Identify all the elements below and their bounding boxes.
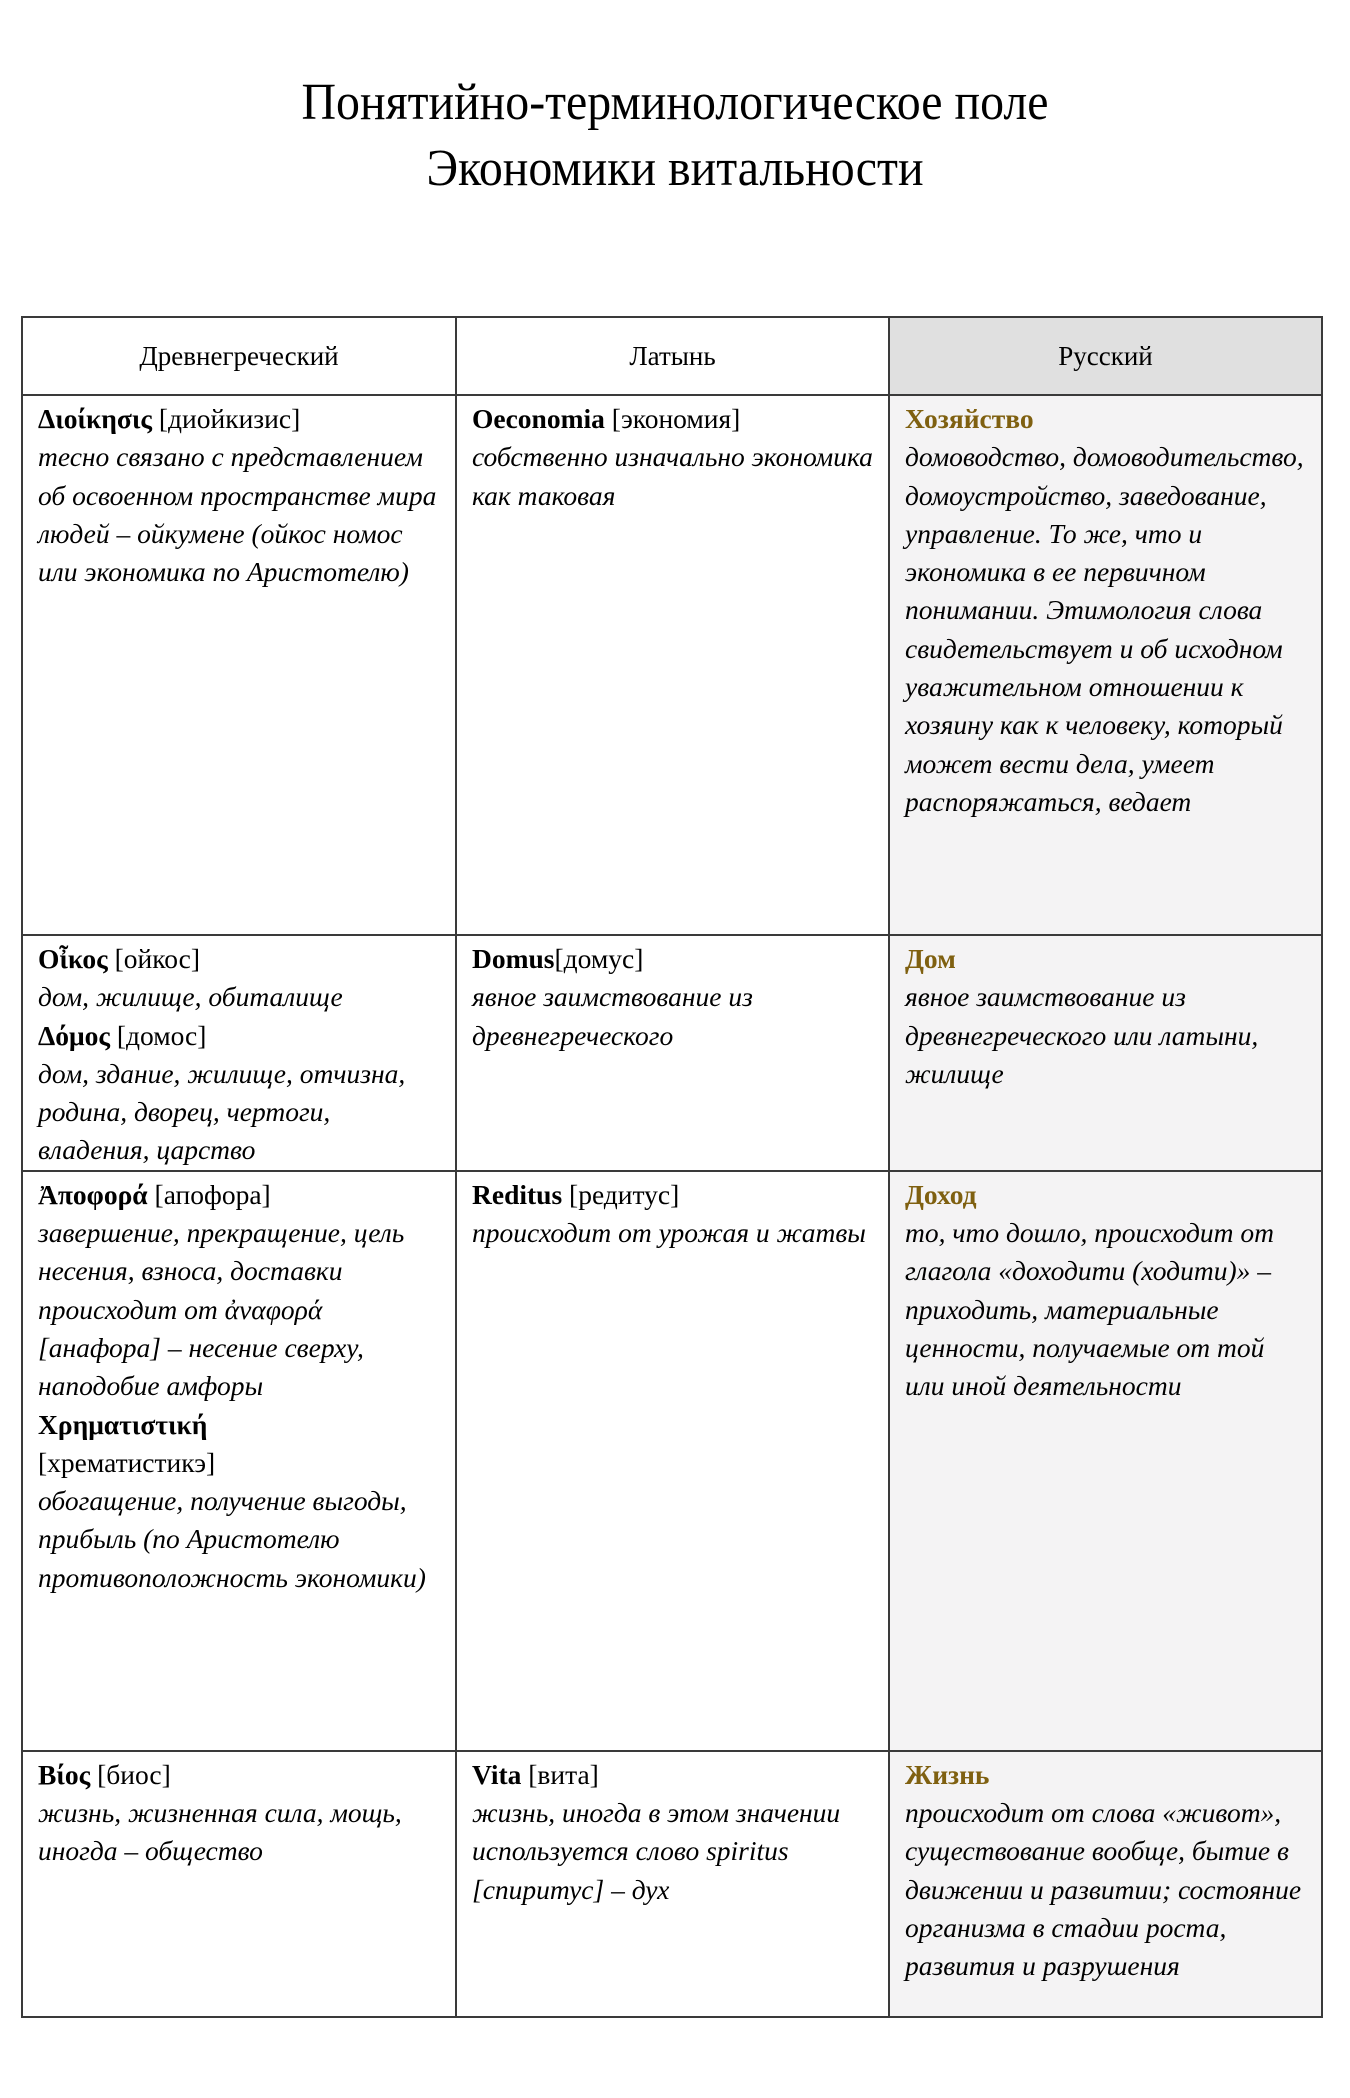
page-title [54,70,1296,202]
cell-russian [889,1751,1322,2017]
cell-greek [22,1751,456,2017]
table-row [22,935,1322,1171]
greek-term: Δόμος [38,1019,110,1051]
cell-latin [456,395,889,935]
greek-description: жизнь, жизненная сила, мощь, иногда – общество [38,1797,402,1867]
greek-description: тесно связано с представлением об освоенном пространстве мира людей – ойкумене (ойкос номос или экономика по Аристотелю) [38,441,437,588]
greek-transliteration: [домос] [109,1019,207,1051]
title-line-2: Экономики витальности [426,140,924,197]
latin-description: собственно изначально экономика как таковая [472,441,873,511]
title-line-1: Понятийно-терминологическое поле [301,74,1049,131]
latin-transliteration: [домус] [554,943,644,974]
greek-description: дом, здание, жилище, отчизна, родина, дворец, чертоги, владения, царство [38,1057,406,1166]
cell-latin [456,1751,889,2017]
latin-term: Domus [472,943,555,974]
russian-description: явное заимствование из древнегреческого или латыни, жилище [905,981,1259,1089]
russian-term: Хозяйство [905,403,1034,434]
russian-description: то, что дошло, происходит от глагола «доходити (ходити)» – приходить, материальные ценности, получаемые от той или иной деятельности [905,1217,1274,1402]
greek-transliteration: [диойкизис] [152,403,301,434]
latin-term: Oeconomia [472,403,605,434]
cell-russian [889,935,1322,1171]
greek-description: дом, жилище, обиталище [38,981,343,1013]
cell-russian [889,395,1322,935]
cell-russian [889,1171,1322,1751]
latin-term: Vita [472,1758,522,1790]
table-row [22,395,1322,935]
cell-greek [22,395,456,935]
header-russian: Русский [889,317,1322,395]
greek-term: Οἶκος [38,943,108,974]
latin-transliteration: [экономия] [604,403,741,434]
latin-term: Reditus [472,1178,563,1210]
terminology-table [21,316,1323,2018]
russian-term: Жизнь [905,1758,990,1790]
greek-transliteration: [биос] [90,1758,171,1790]
greek-description: обогащение, получение выгоды, прибыль (по Аристотелю противоположность экономики) [38,1485,426,1593]
greek-term: Ἀποφορά [38,1178,148,1210]
table-header-row [22,317,1322,395]
greek-term: Βίος [38,1758,91,1790]
table-row [22,1171,1322,1751]
greek-term: Διοίκησις [38,403,153,434]
greek-transliteration: [ойкос] [107,943,201,974]
header-latin: Латынь [456,317,889,395]
greek-transliteration: [хрематистикэ] [38,1446,216,1478]
latin-transliteration: [редитус] [562,1178,680,1210]
header-greek: Древнегреческий [22,317,456,395]
table-row [22,1751,1322,2017]
latin-description: явное заимствование из древнегреческого [472,981,753,1051]
cell-latin [456,935,889,1171]
cell-greek [22,935,456,1171]
russian-description: домоводство, домоводительство, домоустройство, заведование, управление. То же, что и экономика в ее первичном понимании. Этимология слова свидетельствует и об исходном уважительном отношении к хозяину как к человеку, который может вести дела, умеет распоряжаться, ведает [905,441,1304,817]
latin-description: происходит от урожая и жатвы [472,1217,866,1249]
greek-transliteration: [апофора] [147,1178,271,1210]
cell-latin [456,1171,889,1751]
russian-term: Доход [905,1178,977,1210]
cell-greek [22,1171,456,1751]
latin-transliteration: [вита] [521,1758,599,1790]
russian-description: происходит от слова «живот», существование вообще, бытие в движении и развитии; состояние организма в стадии роста, развития и разрушения [905,1797,1302,1982]
latin-description: жизнь, иногда в этом значении используется слово spiritus [спиритус] – дух [472,1797,841,1905]
russian-term: Дом [905,943,956,974]
greek-description: завершение, прекращение, цель несения, взноса, доставки происходит от ἀναφορά [анафора] – несение сверху, наподобие амфоры [38,1217,405,1402]
greek-term: Χρηματιστική [38,1408,208,1440]
